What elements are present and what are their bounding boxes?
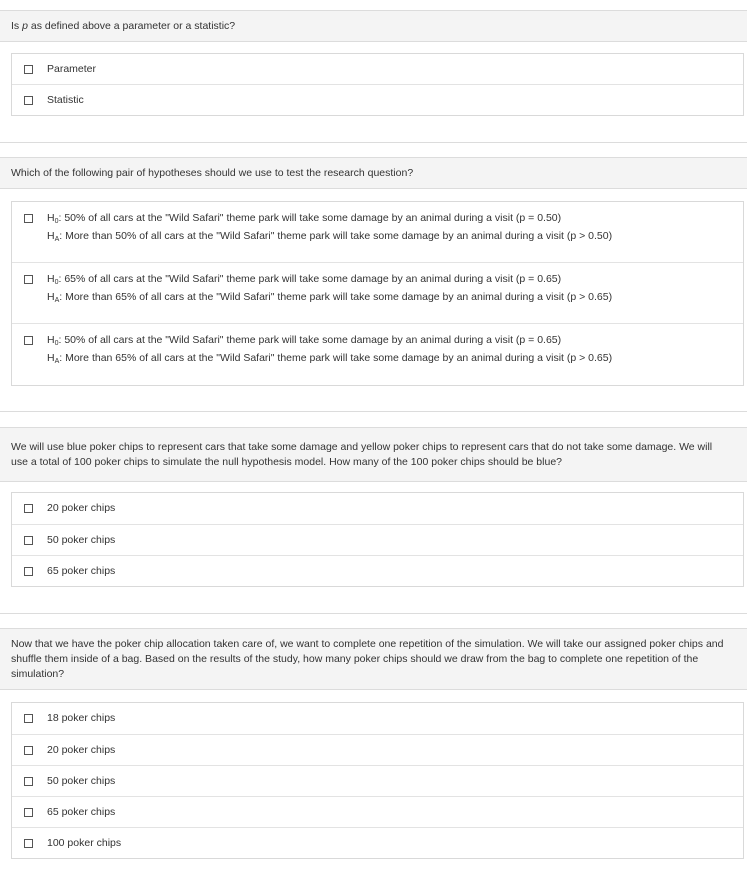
null-hypothesis: $H_0$: 65% of all cars at the "Wild Safari" theme park will take some damage by an animal during a visit (p = 0.65) bbox=[47, 273, 562, 286]
question-2-prompt: Which of the following pair of hypotheses should we use to test the research question? bbox=[0, 157, 747, 189]
divider bbox=[0, 142, 747, 143]
option-hypothesis-pair-1[interactable] bbox=[12, 202, 743, 263]
divider bbox=[0, 613, 747, 614]
question-3-prompt: We will use blue poker chips to represent cars that take some damage and yellow poker chips to represent cars that do not take some damage. We will use a total of 100 poker chips to simulate the null hypothesis model. How many of the 100 poker chips should be blue? bbox=[0, 427, 747, 482]
checkbox[interactable] bbox=[24, 714, 33, 723]
question-4 bbox=[0, 628, 747, 690]
checkbox[interactable] bbox=[24, 536, 33, 545]
checkbox[interactable] bbox=[24, 839, 33, 848]
option-hypothesis-pair-2[interactable] bbox=[12, 263, 743, 324]
option-65-chips[interactable]: 65 poker chips bbox=[12, 556, 743, 587]
question-2 bbox=[0, 157, 747, 189]
option-20-chips[interactable]: 20 poker chips bbox=[12, 735, 743, 766]
option-statistic[interactable]: Statistic bbox=[12, 85, 743, 115]
null-hypothesis: $H_0$: 50% of all cars at the "Wild Safari" theme park will take some damage by an animal during a visit (p = 0.50) bbox=[47, 212, 562, 225]
divider bbox=[0, 411, 747, 412]
checkbox[interactable] bbox=[24, 96, 33, 105]
question-2-options bbox=[11, 201, 744, 386]
option-50-chips[interactable]: 50 poker chips bbox=[12, 525, 743, 556]
checkbox[interactable] bbox=[24, 214, 33, 223]
question-4-prompt: Now that we have the poker chip allocation taken care of, we want to complete one repetition of the simulation. We will take our assigned poker chips and shuffle them inside of a bag. Based on the results of the study, how many poker chips should we draw from the bag to complete one repetition of the simulation? bbox=[0, 628, 747, 690]
option-50-chips[interactable]: 50 poker chips bbox=[12, 766, 743, 797]
question-1-options bbox=[11, 53, 744, 116]
alt-hypothesis: $H_A$: More than 50% of all cars at the "Wild Safari" theme park will take some damage by an animal during a visit (p > 0.50) bbox=[47, 230, 613, 243]
alt-hypothesis: $H_A$: More than 65% of all cars at the "Wild Safari" theme park will take some damage by an animal during a visit (p > 0.65) bbox=[47, 352, 613, 365]
question-1 bbox=[0, 10, 747, 42]
checkbox[interactable] bbox=[24, 777, 33, 786]
checkbox[interactable] bbox=[24, 746, 33, 755]
question-1-prompt: Is p as defined above a parameter or a statistic? bbox=[0, 10, 747, 42]
question-3 bbox=[0, 427, 747, 482]
checkbox[interactable] bbox=[24, 275, 33, 284]
option-18-chips[interactable]: 18 poker chips bbox=[12, 703, 743, 735]
alt-hypothesis: $H_A$: More than 65% of all cars at the "Wild Safari" theme park will take some damage by an animal during a visit (p > 0.65) bbox=[47, 291, 613, 304]
checkbox[interactable] bbox=[24, 336, 33, 345]
option-20-chips[interactable]: 20 poker chips bbox=[12, 493, 743, 525]
checkbox[interactable] bbox=[24, 808, 33, 817]
question-4-options bbox=[11, 702, 744, 859]
option-100-chips[interactable]: 100 poker chips bbox=[12, 828, 743, 858]
option-parameter[interactable]: Parameter bbox=[12, 54, 743, 85]
option-65-chips[interactable]: 65 poker chips bbox=[12, 797, 743, 828]
checkbox[interactable] bbox=[24, 65, 33, 74]
checkbox[interactable] bbox=[24, 567, 33, 576]
checkbox[interactable] bbox=[24, 504, 33, 513]
question-3-options bbox=[11, 492, 744, 587]
option-hypothesis-pair-3[interactable] bbox=[12, 324, 743, 385]
null-hypothesis: $H_0$: 50% of all cars at the "Wild Safari" theme park will take some damage by an animal during a visit (p = 0.65) bbox=[47, 334, 562, 347]
